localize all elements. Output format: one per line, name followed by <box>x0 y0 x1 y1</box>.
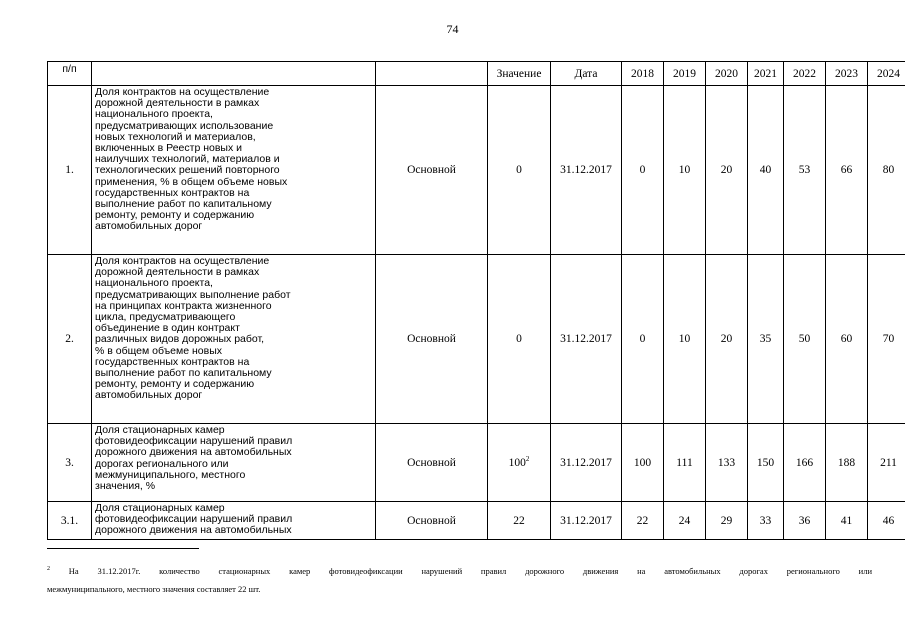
header-year: 2018 <box>622 62 664 86</box>
description-line: национального проекта, <box>95 277 213 290</box>
description-line: Доля стационарных камер <box>95 424 225 436</box>
row-number: 3. <box>48 424 92 502</box>
year-value: 133 <box>706 424 748 502</box>
row-number: 2. <box>48 255 92 424</box>
footnote-reference: 2 <box>525 454 530 463</box>
table-row <box>48 86 905 255</box>
year-value: 10 <box>664 86 706 255</box>
footnote <box>47 562 872 598</box>
indicator-type: Основной <box>376 502 488 540</box>
year-value: 41 <box>826 502 868 540</box>
base-value-number: 0 <box>516 164 522 176</box>
footnote-line-1 <box>47 562 872 580</box>
year-value: 66 <box>826 86 868 255</box>
header-year: 2021 <box>748 62 784 86</box>
row-number: 1. <box>48 86 92 255</box>
indicator-type: Основной <box>376 424 488 502</box>
indicators-table <box>47 61 905 540</box>
year-value: 100 <box>622 424 664 502</box>
header-year: 2024 <box>868 62 905 86</box>
description-line: автомобильных дорог <box>95 220 203 233</box>
year-value: 35 <box>748 255 784 424</box>
base-value <box>488 255 551 424</box>
description-line: фотовидеофиксации нарушений правил <box>95 435 293 448</box>
year-value: 0 <box>622 86 664 255</box>
description-line: предусматривающих выполнение работ <box>95 288 291 301</box>
description-line: дорожного движения на автомобильных <box>95 524 292 537</box>
header-year: 2019 <box>664 62 706 86</box>
header-year: 2022 <box>784 62 826 86</box>
year-value: 33 <box>748 502 784 540</box>
header-type <box>376 62 488 86</box>
description-line: межмуниципального, местного <box>95 468 246 481</box>
table-row <box>48 502 905 540</box>
description-line: новых технологий и материалов, <box>95 130 256 143</box>
description-line: государственных контрактов на <box>95 355 250 368</box>
header-year: 2023 <box>826 62 868 86</box>
year-value: 40 <box>748 86 784 255</box>
base-value <box>488 424 551 502</box>
year-value: 80 <box>868 86 905 255</box>
description-line: дорогах регионального или <box>95 457 229 470</box>
indicator-type: Основной <box>376 255 488 424</box>
year-value: 20 <box>706 255 748 424</box>
table-row <box>48 255 905 424</box>
year-value: 0 <box>622 255 664 424</box>
indicator-description <box>92 424 376 502</box>
base-value-number: 100 <box>508 456 526 469</box>
year-value: 188 <box>826 424 868 502</box>
year-value: 36 <box>784 502 826 540</box>
year-value: 10 <box>664 255 706 424</box>
header-date: Дата <box>551 62 622 86</box>
year-value: 20 <box>706 86 748 255</box>
description-line: дорожной деятельности в рамках <box>95 266 260 279</box>
indicator-description <box>92 255 376 424</box>
indicator-description <box>92 502 376 540</box>
year-value: 150 <box>748 424 784 502</box>
year-value: 60 <box>826 255 868 424</box>
base-date: 31.12.2017 <box>551 502 622 540</box>
description-line: автомобильных дорог <box>95 389 203 402</box>
base-date: 31.12.2017 <box>551 255 622 424</box>
description-line: национального проекта, <box>95 108 213 121</box>
year-value: 50 <box>784 255 826 424</box>
header-year: 2020 <box>706 62 748 86</box>
year-value: 70 <box>868 255 905 424</box>
footnote-text-1: На 31.12.2017г. количество стационарных камер фотовидеофиксации нарушений правил дорожного движения на автомобильных дорогах регионального или <box>68 566 872 576</box>
description-line: дорожной деятельности в рамках <box>95 97 260 110</box>
description-line: ремонту, ремонту и содержанию <box>95 378 255 391</box>
indicator-description <box>92 86 376 255</box>
description-line: применения, % в общем объеме новых <box>95 175 288 188</box>
table-row <box>48 424 905 502</box>
description-line: выполнение работ по капитальному <box>95 198 272 211</box>
header-indicator <box>92 62 376 86</box>
table-header-row <box>48 62 905 86</box>
description-line: государственных контрактов на <box>95 186 250 199</box>
description-line: % в общем объеме новых <box>95 344 222 357</box>
description-line: включенных в Реестр новых и <box>95 142 243 155</box>
footnote-separator <box>47 548 199 549</box>
row-number: 3.1. <box>48 502 92 540</box>
description-line: различных видов дорожных работ, <box>95 333 265 346</box>
footnote-text-2: межмуниципального, местного значения составляет 22 шт. <box>47 584 261 594</box>
description-line: технологических решений повторного <box>95 164 280 177</box>
year-value: 53 <box>784 86 826 255</box>
description-line: предусматривающих использование <box>95 119 274 132</box>
description-line: ремонту, ремонту и содержанию <box>95 209 255 222</box>
page-number: 74 <box>446 22 459 36</box>
description-line: цикла, предусматривающего <box>95 311 236 324</box>
description-line: наилучших технологий, материалов и <box>95 153 280 166</box>
year-value: 22 <box>622 502 664 540</box>
description-line: Доля контрактов на осуществление <box>95 86 270 98</box>
footnote-marker: 2 <box>47 566 50 573</box>
year-value: 46 <box>868 502 905 540</box>
header-value: Значение <box>488 62 551 86</box>
description-line: Доля контрактов на осуществление <box>95 255 270 267</box>
description-line: Доля стационарных камер <box>95 502 225 514</box>
description-line: выполнение работ по капитальному <box>95 367 272 380</box>
description-line: дорожного движения на автомобильных <box>95 446 292 459</box>
base-value-number: 22 <box>513 514 525 527</box>
indicator-type: Основной <box>376 86 488 255</box>
year-value: 166 <box>784 424 826 502</box>
base-date: 31.12.2017 <box>551 424 622 502</box>
description-line: на принципах контракта жизненного <box>95 299 272 312</box>
base-value <box>488 86 551 255</box>
description-line: значения, % <box>95 480 156 493</box>
description-line: объединение в один контракт <box>95 322 240 335</box>
base-value <box>488 502 551 540</box>
year-value: 29 <box>706 502 748 540</box>
base-date: 31.12.2017 <box>551 86 622 255</box>
description-line: фотовидеофиксации нарушений правил <box>95 513 293 526</box>
base-value-number: 0 <box>516 333 522 345</box>
year-value: 24 <box>664 502 706 540</box>
year-value: 211 <box>868 424 905 502</box>
year-value: 111 <box>664 424 706 502</box>
header-num: п/п <box>48 62 92 86</box>
